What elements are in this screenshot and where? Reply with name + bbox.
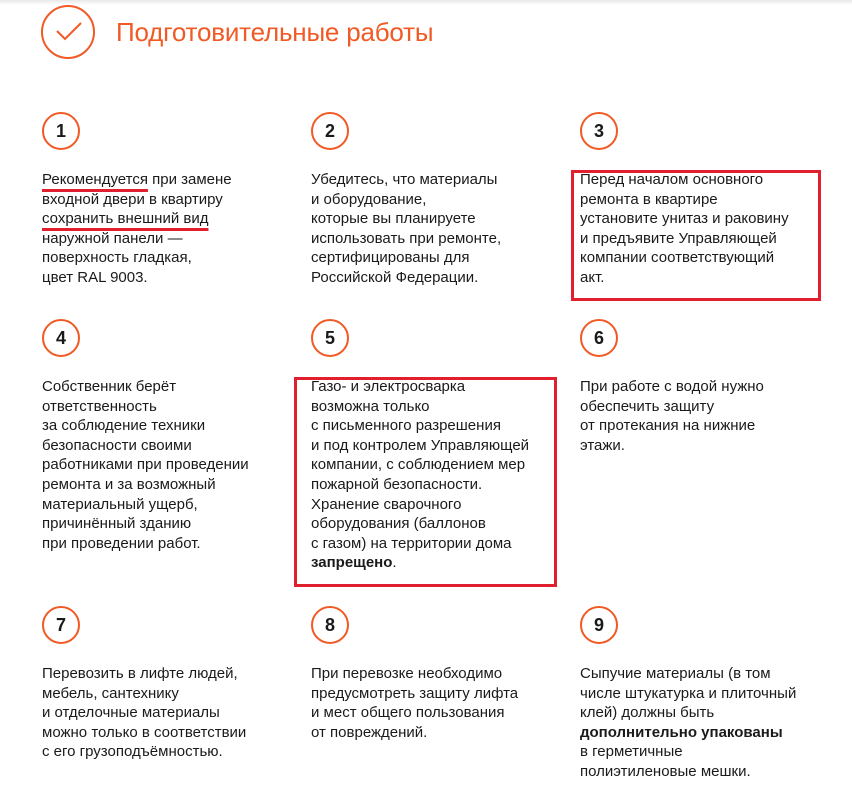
bold-text: запрещено <box>311 554 393 572</box>
step-item-4 <box>42 319 302 552</box>
text-line: акт. <box>580 268 605 286</box>
text-line: Хранение сварочного <box>311 495 462 513</box>
text-line: и мест общего пользования <box>311 704 505 722</box>
text-line: возможна только <box>311 397 430 415</box>
text-line: и отделочные материалы <box>42 704 220 722</box>
step-text <box>311 170 501 288</box>
text-line: при проведении работ. <box>42 534 201 552</box>
text-line: работниками при проведении <box>42 456 249 474</box>
text-line: наружной панели — <box>42 229 183 247</box>
underlined-text: сохранить внешний вид <box>42 210 209 228</box>
text-line: которые вы планируете <box>311 210 476 228</box>
text-line: и под контролем Управляющей <box>311 436 530 454</box>
text-line: безопасности своими <box>42 436 192 454</box>
text-line: ответственность <box>42 397 157 415</box>
text-line: входной двери в квартиру <box>42 190 223 208</box>
text-line: При перевозке необходимо <box>311 665 503 682</box>
text-line: цвет RAL 9003. <box>42 268 148 286</box>
text-line <box>311 553 529 573</box>
step-text <box>42 170 232 288</box>
step-number-badge: 9 <box>580 606 618 644</box>
text-line: этажи. <box>580 436 625 454</box>
text-line: Перевозить в лифте людей, <box>42 665 238 682</box>
text-line: причинённый зданию <box>42 515 192 533</box>
text-line: обеспечить защиту <box>580 397 715 415</box>
step-item-3 <box>580 112 840 286</box>
step-text <box>580 170 789 288</box>
text-line: Российской Федерации. <box>311 268 479 286</box>
step-number-badge: 8 <box>311 606 349 644</box>
step-text <box>580 664 796 782</box>
step-number-badge: 4 <box>42 319 80 357</box>
step-item-2 <box>311 112 571 286</box>
step-text <box>311 377 529 573</box>
step-item-6 <box>580 319 840 454</box>
text-line: клей) должны быть <box>580 704 715 722</box>
step-text <box>580 377 764 455</box>
text-segment: . <box>392 554 397 572</box>
text-line: с письменного разрешения <box>311 417 501 435</box>
text-line: поверхность гладкая, <box>42 249 192 267</box>
check-circle-icon <box>41 5 95 59</box>
text-line <box>580 723 796 743</box>
text-line: предусмотреть защиту лифта <box>311 684 519 702</box>
text-segment: при замене <box>147 171 232 188</box>
text-line: Убедитесь, что материалы <box>311 171 498 188</box>
step-number-badge: 7 <box>42 606 80 644</box>
text-line: пожарной безопасности. <box>311 475 483 493</box>
step-number-badge: 6 <box>580 319 618 357</box>
text-line: использовать при ремонте, <box>311 229 502 247</box>
step-item-7 <box>42 606 302 761</box>
text-line: установите унитаз и раковину <box>580 210 789 228</box>
step-item-1 <box>42 112 302 286</box>
text-line: ремонта и за возможный <box>42 475 216 493</box>
text-line: Сыпучие материалы (в том <box>580 665 771 682</box>
top-shadow <box>0 0 852 5</box>
text-line: мебель, сантехнику <box>42 684 179 702</box>
step-text <box>311 664 518 742</box>
underlined-text: Рекомендуется <box>42 171 148 188</box>
text-line: можно только в соответствии <box>42 723 247 741</box>
text-line <box>42 170 232 190</box>
step-item-9 <box>580 606 840 780</box>
text-line: полиэтиленовые мешки. <box>580 762 751 780</box>
text-line: в герметичные <box>580 743 683 761</box>
text-line: При работе с водой нужно <box>580 378 764 395</box>
step-number-badge: 3 <box>580 112 618 150</box>
text-line: компании, с соблюдением мер <box>311 456 526 474</box>
bold-text: дополнительно упакованы <box>580 723 783 741</box>
text-line: числе штукатурка и плиточный <box>580 684 797 702</box>
text-line: материальный ущерб, <box>42 495 198 513</box>
step-text <box>42 664 246 762</box>
text-line: и предъявите Управляющей <box>580 229 777 247</box>
text-line: Газо- и электросварка <box>311 378 466 395</box>
text-line: сертифицированы для <box>311 249 470 267</box>
text-line: компании соответствующий <box>580 249 775 267</box>
text-line: оборудования (баллонов <box>311 515 486 533</box>
text-line: и оборудование, <box>311 190 427 208</box>
text-line: Перед началом основного <box>580 171 764 188</box>
text-line: от протекания на нижние <box>580 417 756 435</box>
text-line: от повреждений. <box>311 723 428 741</box>
step-number-badge: 2 <box>311 112 349 150</box>
text-line: с газом) на территории дома <box>311 534 512 552</box>
text-line: ремонта в квартире <box>580 190 718 208</box>
text-line: за соблюдение техники <box>42 417 206 435</box>
text-line: с его грузоподъёмностью. <box>42 743 223 761</box>
step-item-5 <box>311 319 571 572</box>
step-number-badge: 5 <box>311 319 349 357</box>
text-line: Собственник берёт <box>42 378 177 395</box>
step-number-badge: 1 <box>42 112 80 150</box>
step-text <box>42 377 249 553</box>
text-line <box>42 209 232 229</box>
page-title: Подготовительные работы <box>116 17 434 47</box>
step-item-8 <box>311 606 571 741</box>
